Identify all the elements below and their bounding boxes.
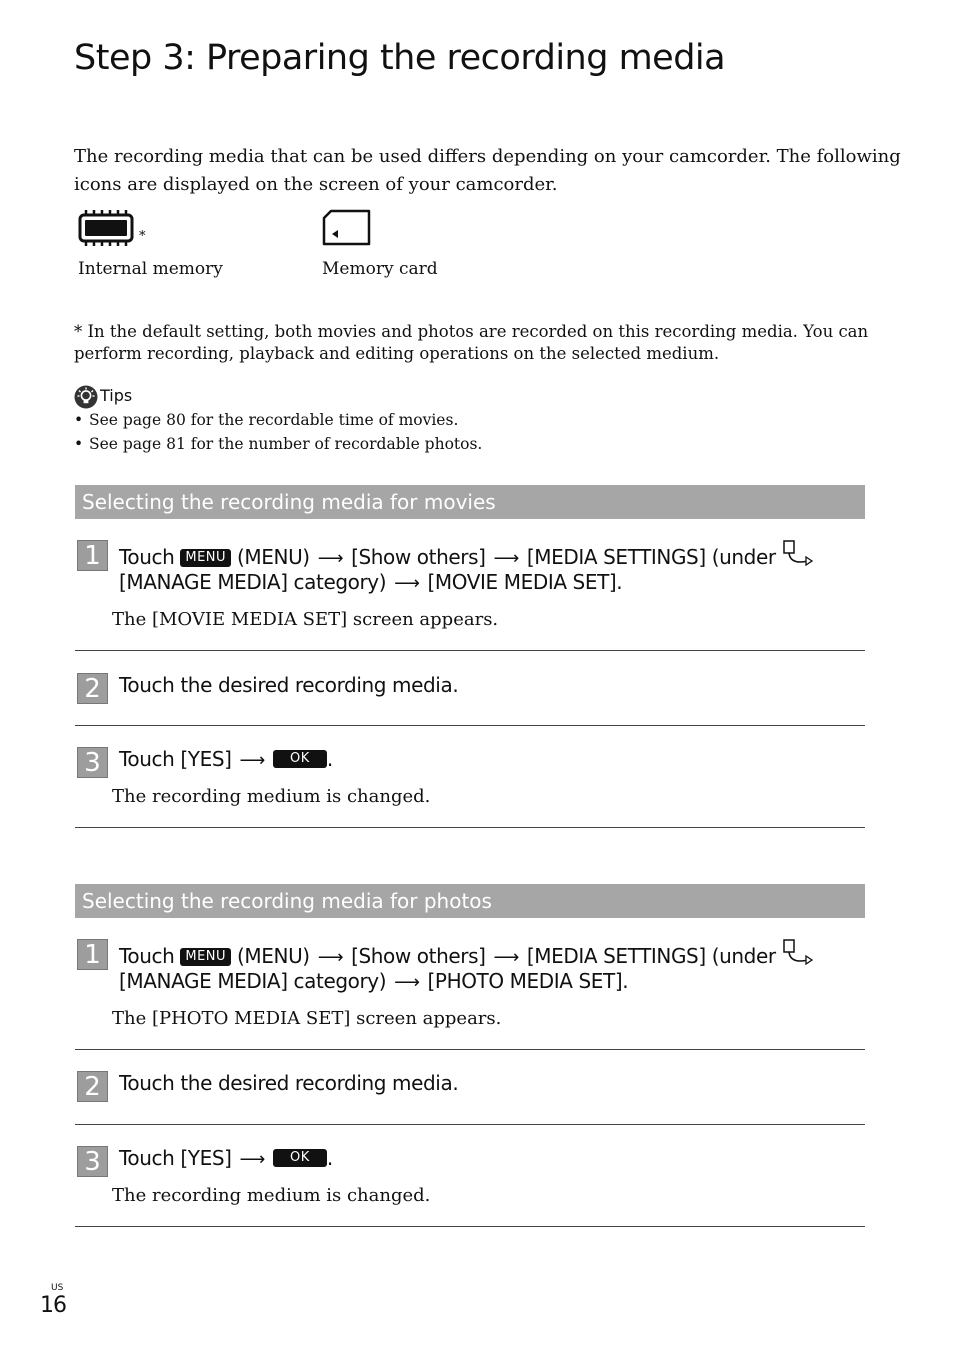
- internal-memory-icon: [78, 207, 138, 249]
- step-result: The [PHOTO MEDIA SET] screen appears.: [112, 1008, 502, 1029]
- tips-lightbulb-icon: [74, 385, 98, 409]
- footnote-line-1: * In the default setting, both movies and photos are recorded on this recording media. You can: [74, 322, 869, 341]
- step-3-line: [119, 1146, 333, 1170]
- step-number: 2: [77, 673, 108, 704]
- touch-yes-text: Touch [YES]: [119, 1146, 232, 1170]
- arrow-right-icon: ⟶: [239, 750, 265, 771]
- step-2-text: Touch the desired recording media.: [119, 1071, 459, 1095]
- manage-media-text: [MANAGE MEDIA] category): [119, 570, 387, 594]
- step-number: 2: [77, 1071, 108, 1102]
- arrow-right-icon: ⟶: [394, 573, 420, 594]
- step-1-line-2: [119, 570, 622, 594]
- period: .: [326, 1146, 333, 1170]
- manage-media-text: [MANAGE MEDIA] category): [119, 969, 387, 993]
- section-heading-movies: Selecting the recording media for movies: [75, 485, 865, 519]
- divider: [75, 650, 865, 651]
- arrow-right-icon: ⟶: [239, 1149, 265, 1170]
- asterisk-mark: *: [139, 229, 146, 244]
- menu-text: (MENU): [237, 545, 310, 569]
- tip-item: • See page 80 for the recordable time of movies.: [74, 411, 459, 429]
- tip-item: • See page 81 for the number of recordable photos.: [74, 435, 483, 453]
- target-text: [PHOTO MEDIA SET].: [427, 969, 629, 993]
- step-number: 1: [77, 540, 108, 571]
- manage-media-icon: [782, 540, 814, 566]
- step-result: The [MOVIE MEDIA SET] screen appears.: [112, 609, 499, 630]
- page-number: 16: [40, 1293, 66, 1318]
- memory-card-icon: [322, 209, 372, 247]
- intro-line-1: The recording media that can be used differs depending on your camcorder. The following: [74, 146, 901, 167]
- memory-card-label: Memory card: [322, 259, 438, 279]
- divider: [75, 725, 865, 726]
- menu-text: (MENU): [237, 944, 310, 968]
- step-result: The recording medium is changed.: [112, 786, 431, 807]
- internal-memory-label: Internal memory: [78, 259, 223, 279]
- step-3-line: [119, 747, 333, 771]
- target-text: [MOVIE MEDIA SET].: [427, 570, 623, 594]
- step-result: The recording medium is changed.: [112, 1185, 431, 1206]
- ok-button[interactable]: OK: [273, 750, 327, 768]
- step-1-line-1: [119, 939, 814, 968]
- tips-label: Tips: [100, 386, 133, 405]
- page-region-code: US: [51, 1283, 64, 1293]
- arrow-right-icon: ⟶: [493, 947, 519, 968]
- menu-button[interactable]: MENU: [180, 948, 231, 966]
- step-1-line-2: [119, 969, 628, 993]
- divider: [75, 1124, 865, 1125]
- divider: [75, 1049, 865, 1050]
- section-heading-photos: Selecting the recording media for photos: [75, 884, 865, 918]
- show-others-text: [Show others]: [351, 545, 486, 569]
- divider: [75, 1226, 865, 1227]
- arrow-right-icon: ⟶: [394, 972, 420, 993]
- media-settings-text: [MEDIA SETTINGS] (under: [526, 545, 776, 569]
- step-number: 3: [77, 747, 108, 778]
- arrow-right-icon: ⟶: [317, 548, 344, 569]
- step-number: 1: [77, 939, 108, 970]
- intro-line-2: icons are displayed on the screen of your camcorder.: [74, 174, 558, 195]
- ok-button[interactable]: OK: [273, 1149, 327, 1167]
- arrow-right-icon: ⟶: [317, 947, 344, 968]
- touch-text: Touch: [119, 545, 175, 569]
- step-2-text: Touch the desired recording media.: [119, 673, 459, 697]
- menu-button[interactable]: MENU: [180, 549, 231, 567]
- divider: [75, 827, 865, 828]
- step-number: 3: [77, 1146, 108, 1177]
- touch-yes-text: Touch [YES]: [119, 747, 232, 771]
- period: .: [326, 747, 333, 771]
- page-title: Step 3: Preparing the recording media: [74, 38, 726, 78]
- tip-item-text: See page 81 for the number of recordable photos.: [89, 435, 483, 453]
- step-1-line-1: [119, 540, 814, 569]
- show-others-text: [Show others]: [351, 944, 486, 968]
- manage-media-icon: [782, 939, 814, 965]
- media-settings-text: [MEDIA SETTINGS] (under: [526, 944, 776, 968]
- footnote-line-2: perform recording, playback and editing operations on the selected medium.: [74, 344, 720, 363]
- tip-item-text: See page 80 for the recordable time of movies.: [89, 411, 459, 429]
- arrow-right-icon: ⟶: [493, 548, 519, 569]
- touch-text: Touch: [119, 944, 175, 968]
